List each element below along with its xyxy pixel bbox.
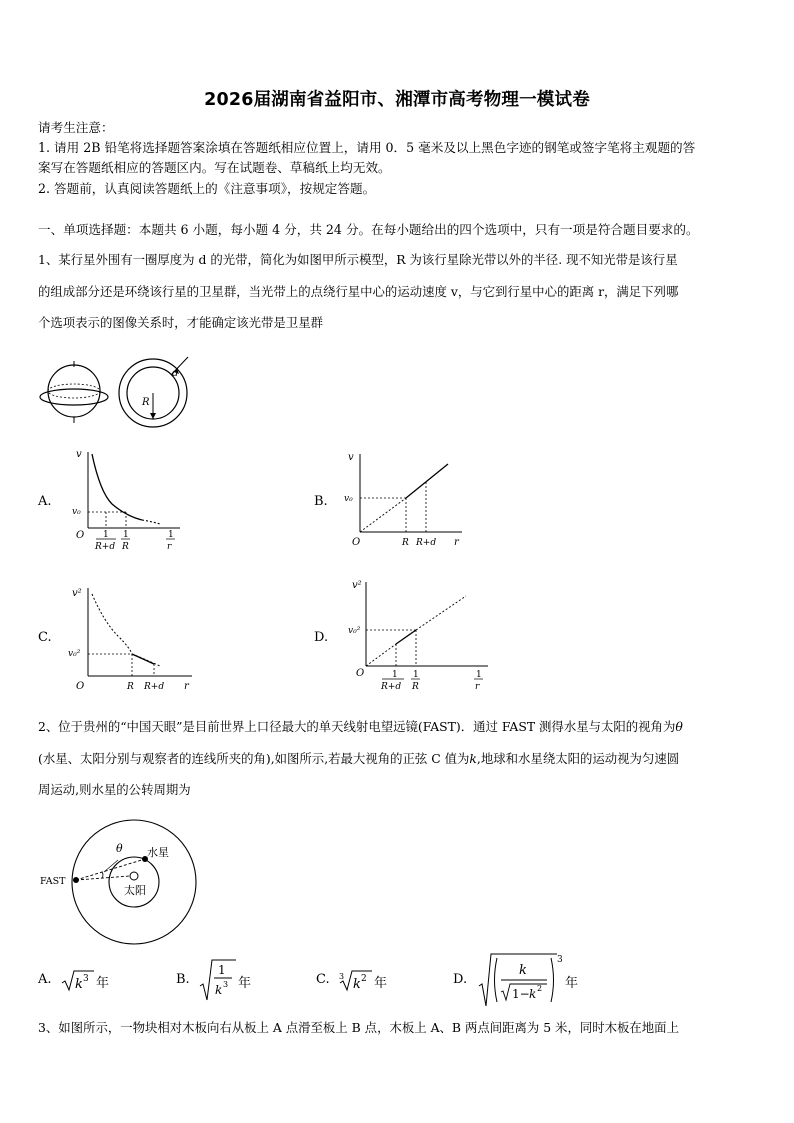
q1-c-tick-r: R	[127, 682, 134, 692]
q2-option-c-label: C.	[316, 972, 330, 987]
q3-line-1: 3、如图所示，一物块相对木板向右从板上 A 点滑至板上 B 点，木板上 A、B 两点间距离为 5 米，同时木板在地面上	[38, 1020, 679, 1035]
q1-b-tick-r: R	[402, 538, 409, 548]
q1-line-3: 个选项表示的图像关系时，才能确定该光带是卫星群	[38, 315, 323, 330]
q2-fig-sun: 太阳	[124, 884, 146, 897]
q2-option-a-unit: 年	[96, 976, 110, 991]
svg-text:2: 2	[537, 984, 543, 993]
q1-a-y-axis: v	[76, 449, 82, 460]
q1-d-x-den: r	[475, 682, 480, 692]
q1-d-y-axis: v²	[352, 580, 362, 591]
q1-b-y-axis: v	[348, 452, 354, 463]
q1-d-tick-2-den: R	[412, 682, 419, 692]
q1-option-b-graph	[336, 448, 466, 554]
q1-a-tick-1-den: R+d	[95, 542, 116, 552]
q1-c-y-axis: v²	[72, 588, 82, 599]
q2-k: k	[469, 751, 477, 766]
page-title: 2026届湖南省益阳市、湘潭市高考物理一模试卷	[204, 90, 590, 110]
notice-heading: 请考生注意：	[38, 120, 114, 135]
q1-option-a-graph	[68, 448, 188, 554]
q2-option-c-unit: 年	[374, 976, 388, 991]
q1-a-x-den: r	[167, 542, 172, 552]
q1-planet-figure	[38, 355, 198, 435]
q1-a-origin: O	[76, 530, 85, 541]
q2-line-1-text: 2、位于贵州的“中国天眼”是目前世界上口径最大的单天线射电望远镜(FAST)．通过 FAST 测得水星与太阳的视角为	[38, 719, 676, 734]
q1-b-tick-rd: R+d	[416, 538, 437, 548]
q1-a-tick-2-num: 1	[123, 530, 129, 540]
q2-line-2	[38, 749, 679, 767]
q2-option-a-formula	[60, 966, 96, 994]
q1-d-x-num: 1	[476, 670, 482, 680]
q1-option-a-label: A.	[38, 494, 52, 509]
q1-a-y0: v₀	[72, 507, 81, 517]
q1-fig-label-d: d	[172, 368, 179, 379]
q2-option-d-formula	[477, 950, 565, 1010]
q2-line-1	[38, 717, 683, 735]
svg-text:1−: 1−	[512, 987, 530, 1001]
q1-line-1: 1、某行星外围有一圈厚度为 d 的光带，简化为如图甲所示模型，R 为该行星除光带以外的半径. 现不知光带是该行星	[38, 252, 678, 267]
q1-d-origin: O	[356, 668, 365, 679]
q1-c-y0: v₀²	[68, 649, 81, 659]
q2-option-b-label: B.	[176, 972, 190, 987]
q2-option-b-formula	[198, 956, 238, 1004]
q1-c-x-axis: r	[184, 681, 189, 692]
svg-text:2: 2	[361, 974, 367, 984]
section-heading: 一、单项选择题：本题共 6 小题，每小题 4 分，共 24 分。在每小题给出的四个选项中，只有一项是符合题目要求的。	[38, 222, 699, 237]
q1-b-origin: O	[352, 537, 361, 548]
q1-b-x-axis: r	[454, 537, 459, 548]
svg-text:1: 1	[218, 963, 226, 977]
q2-option-d-label: D.	[453, 972, 468, 987]
svg-text:3: 3	[557, 955, 563, 965]
q2-fig-theta: θ	[116, 842, 123, 855]
q1-a-x-num: 1	[168, 530, 174, 540]
q2-option-a-label: A.	[38, 972, 52, 987]
q2-line-3: 周运动,则水星的公转周期为	[38, 782, 191, 797]
q1-d-tick-1-num: 1	[392, 670, 398, 680]
svg-text:3: 3	[83, 974, 89, 984]
svg-text:k: k	[353, 977, 361, 992]
svg-text:3: 3	[223, 980, 229, 989]
q2-fig-mercury: 水星	[147, 846, 169, 859]
q2-theta: θ	[675, 719, 683, 734]
q1-option-d-label: D.	[314, 630, 329, 645]
q1-option-c-label: C.	[38, 630, 52, 645]
svg-text:3: 3	[339, 972, 345, 981]
q2-option-c-formula	[338, 966, 374, 994]
q1-option-d-graph	[342, 574, 492, 696]
svg-text:k: k	[519, 963, 527, 978]
q1-a-tick-2-den: R	[122, 542, 129, 552]
q1-option-b-label: B.	[314, 494, 328, 509]
q2-line-2-text: (水星、太阳分别与观察者的连线所夹的角),如图所示,若最大视角的正弦 C 值为	[38, 751, 470, 766]
svg-text:k: k	[75, 977, 83, 992]
q1-b-y0: v₀	[344, 494, 353, 504]
q1-c-origin: O	[76, 681, 85, 692]
notice-item-2: 2. 答题前，认真阅读答题纸上的《注意事项》，按规定答题。	[38, 181, 376, 196]
q1-d-tick-2-num: 1	[413, 670, 419, 680]
q1-a-tick-1-num: 1	[103, 530, 109, 540]
q1-line-2: 的组成部分还是环绕该行星的卫星群，当光带上的点绕行星中心的运动速度 v，与它到行星中心的距离 r，满足下列哪	[38, 284, 679, 299]
q2-line-2b-text: ,地球和水星绕太阳的运动视为匀速圆	[476, 751, 680, 766]
q1-option-c-graph	[60, 580, 200, 694]
q2-option-b-unit: 年	[238, 976, 252, 991]
svg-text:k: k	[529, 987, 537, 1001]
svg-text:k: k	[215, 983, 223, 997]
q2-option-d-unit: 年	[565, 976, 579, 991]
q2-fig-fast: FAST	[40, 876, 66, 887]
notice-item-1-line-2: 案写在答题纸相应的答题区内。写在试题卷、草稿纸上均无效。	[38, 160, 391, 175]
q1-d-y0: v₀²	[348, 626, 361, 636]
q2-orbit-figure	[38, 812, 228, 952]
q1-c-tick-rd: R+d	[144, 682, 165, 692]
q1-fig-label-R: R	[142, 397, 150, 408]
notice-item-1-line-1: 1. 请用 2B 铅笔将选择题答案涂填在答题纸相应位置上，请用 0．5 毫米及以上黑色字迹的钢笔或签字笔将主观题的答	[38, 140, 696, 155]
q1-d-tick-1-den: R+d	[381, 682, 402, 692]
